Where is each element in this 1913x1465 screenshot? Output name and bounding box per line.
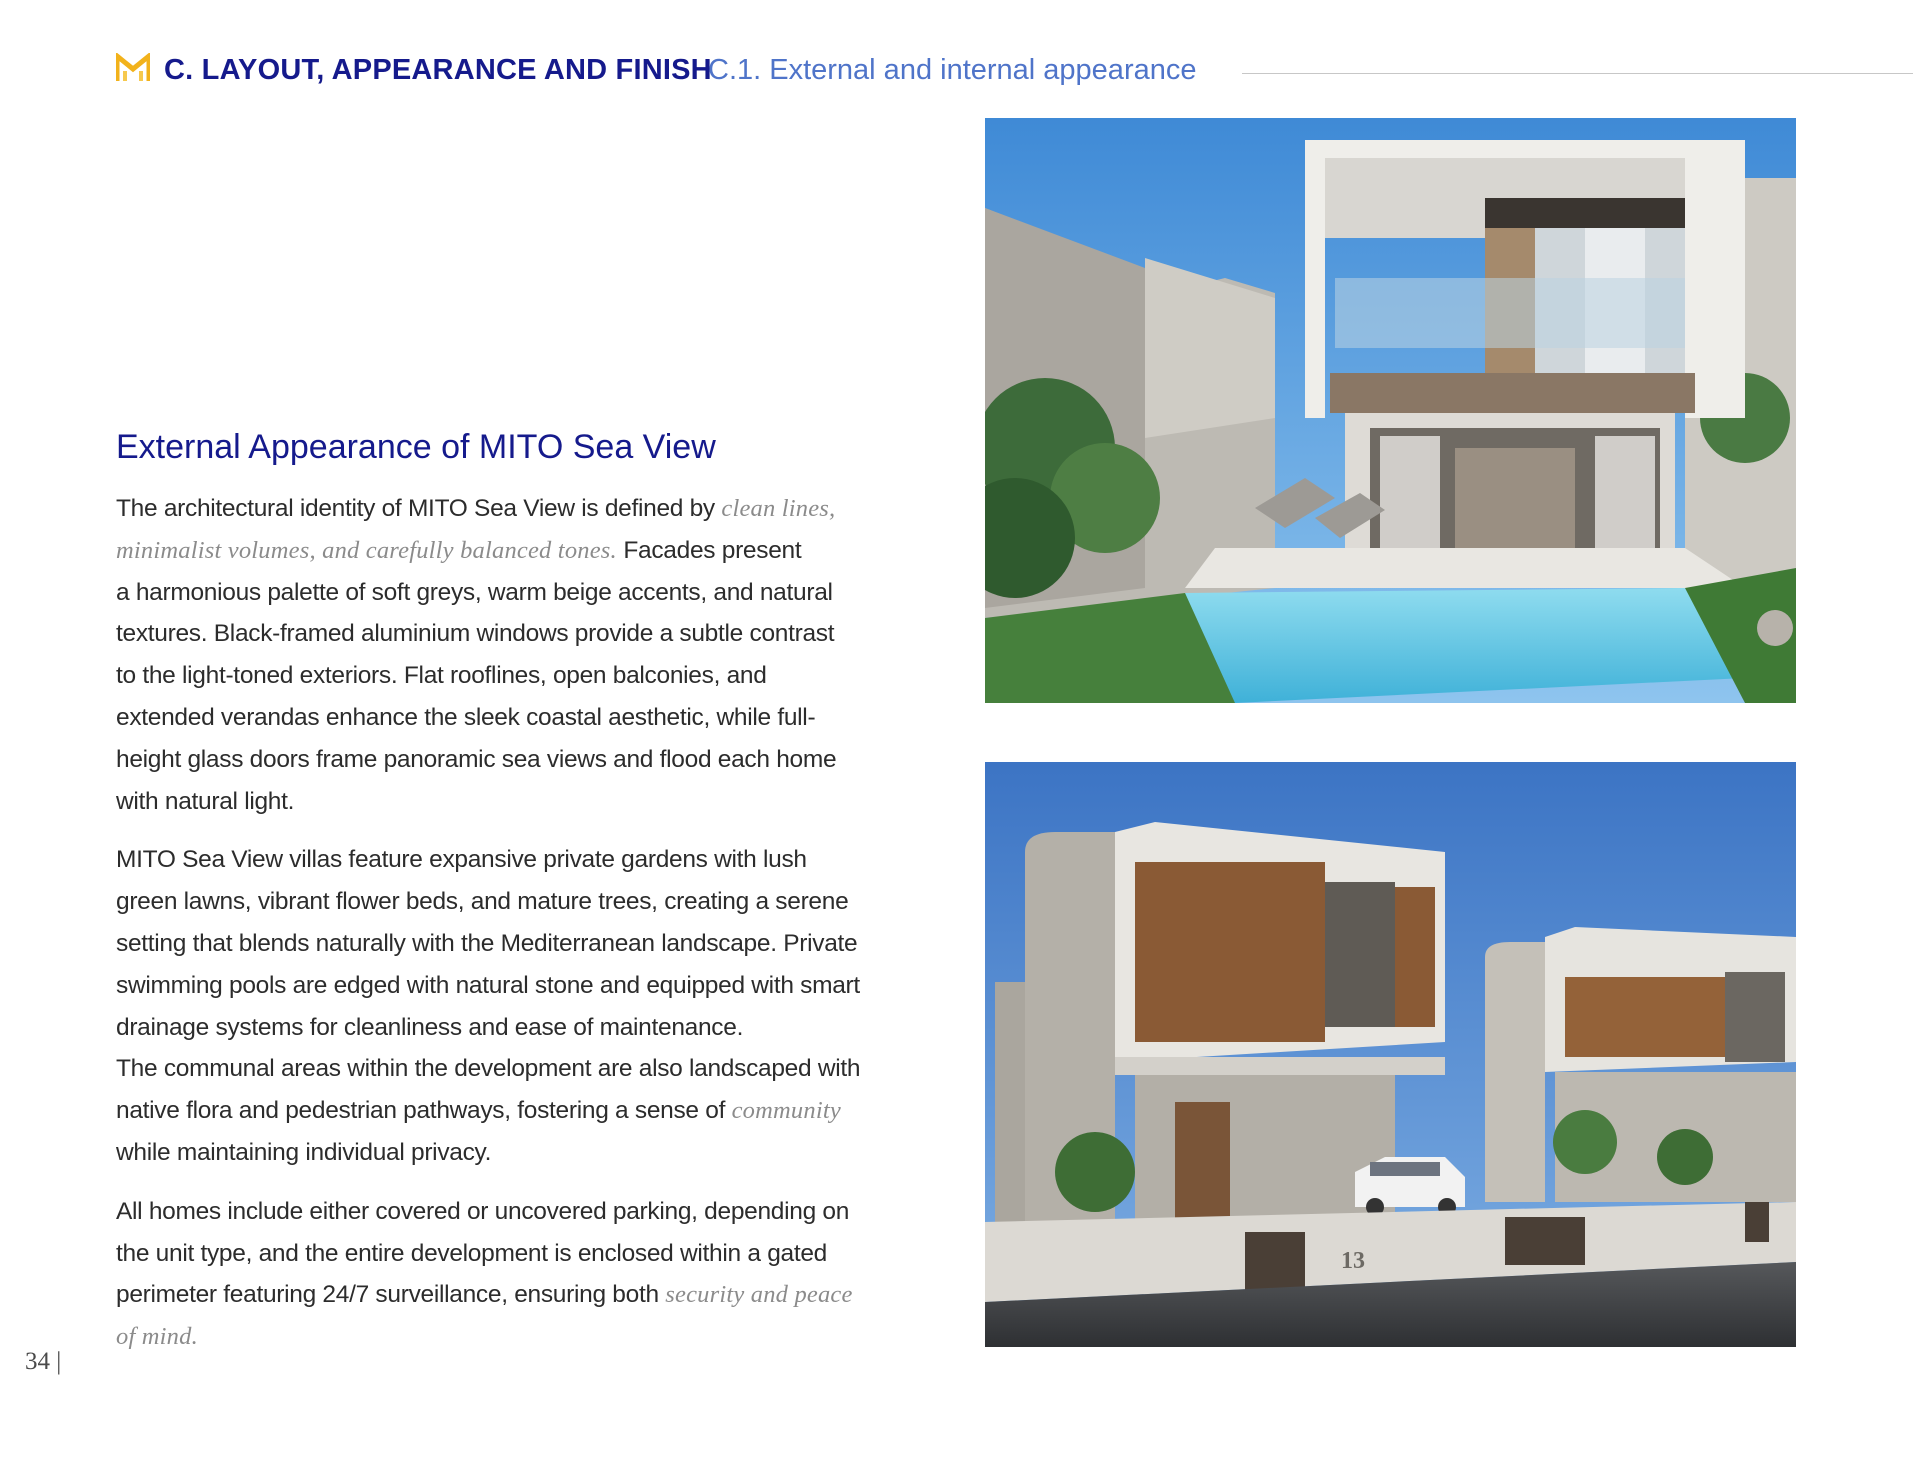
page-header xyxy=(116,50,1913,92)
paragraph-exterior xyxy=(116,488,938,822)
section-title: C. LAYOUT, APPEARANCE AND FINISH xyxy=(164,54,712,86)
text-line: All homes include either covered or uncovered parking, depending on xyxy=(116,1197,850,1225)
emphasis-span: security and peace xyxy=(665,1281,853,1309)
villa-street-render xyxy=(985,762,1796,1347)
text-line: the unit type, and the entire development is enclosed within a gated xyxy=(116,1239,827,1267)
text-span: native flora and pedestrian pathways, fostering a sense of xyxy=(116,1097,732,1125)
emphasis-span: community xyxy=(731,1097,841,1125)
paragraph-gardens xyxy=(116,839,938,1173)
text-line: extended verandas enhance the sleek coastal aesthetic, while full- xyxy=(116,703,816,731)
text-line: textures. Black-framed aluminium windows provide a subtle contrast xyxy=(116,620,835,648)
text-span: The architectural identity of MITO Sea View is defined by xyxy=(116,495,722,522)
text-line: to the light-toned exteriors. Flat rooflines, open balconies, and xyxy=(116,662,767,690)
emphasis-span: minimalist volumes, and carefully balanced tones. xyxy=(116,536,617,564)
paragraph-parking xyxy=(116,1191,938,1358)
emphasis-span: clean lines, xyxy=(721,495,836,522)
text-span: Facades present xyxy=(616,536,802,564)
text-span: perimeter featuring 24/7 surveillance, ensuring both xyxy=(116,1281,666,1309)
house-number: 13 xyxy=(1341,1248,1365,1274)
text-line: with natural light. xyxy=(116,787,295,815)
emphasis-line: of mind. xyxy=(116,1323,198,1351)
text-line: The communal areas within the development are also landscaped with xyxy=(116,1055,861,1083)
body-text xyxy=(116,488,938,1375)
text-line: a harmonious palette of soft greys, warm beige accents, and natural xyxy=(116,578,833,606)
text-line: while maintaining individual privacy. xyxy=(116,1138,492,1166)
text-line: height glass doors frame panoramic sea views and flood each home xyxy=(116,745,837,773)
villa-street-image xyxy=(985,762,1796,1347)
text-line: setting that blends naturally with the Mediterranean landscape. Private xyxy=(116,929,858,957)
text-line: drainage systems for cleanliness and ease of maintenance. xyxy=(116,1013,744,1041)
header-divider xyxy=(1242,73,1913,74)
subsection-title: C.1. External and internal appearance xyxy=(708,54,1197,86)
content-heading: External Appearance of MITO Sea View xyxy=(116,428,716,466)
mito-logo-icon xyxy=(116,53,150,83)
text-line: MITO Sea View villas feature expansive private gardens with lush xyxy=(116,846,807,874)
text-line: swimming pools are edged with natural stone and equipped with smart xyxy=(116,971,860,999)
page-number: 34 | xyxy=(25,1348,62,1375)
text-line: green lawns, vibrant flower beds, and mature trees, creating a serene xyxy=(116,888,849,916)
villa-pool-render xyxy=(985,118,1796,703)
villa-pool-image xyxy=(985,118,1796,703)
